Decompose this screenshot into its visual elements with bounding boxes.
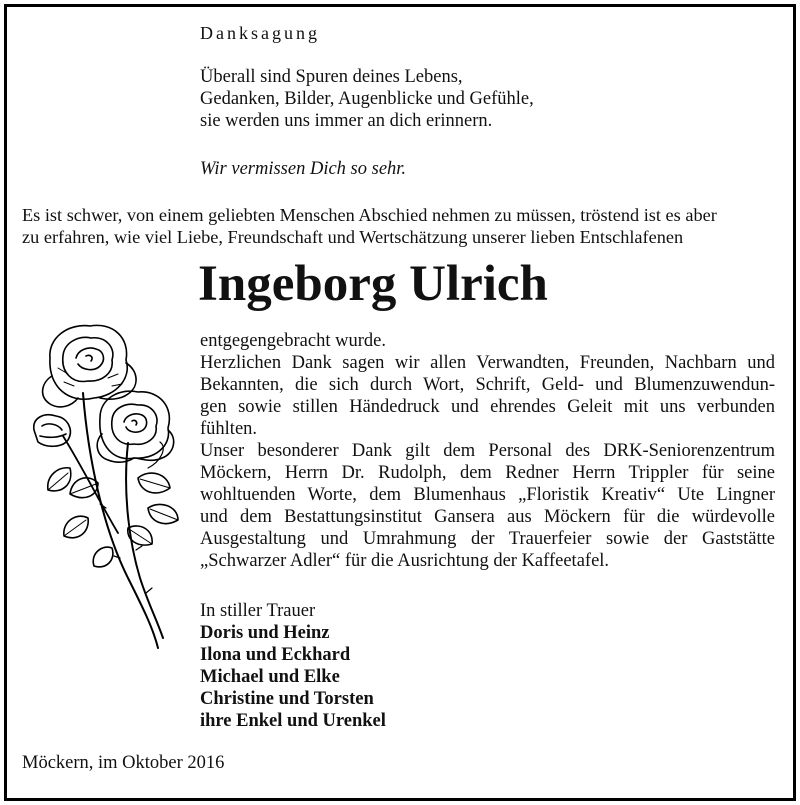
signature-block (200, 600, 386, 732)
body-line: fühlten. (200, 419, 258, 439)
signature-intro: In stiller Trauer (200, 601, 316, 621)
intro-text (22, 204, 717, 248)
poem-line: Überall sind Spuren deines Lebens, (200, 67, 463, 87)
signature-name: Ilona und Eckhard (200, 645, 351, 665)
signature-name: ihre Enkel und Urenkel (200, 711, 386, 731)
body-line: gen sowie stillen Händedruck und ehrendes Geleit mit uns verbunden (200, 397, 775, 417)
rose-illustration-icon (28, 318, 188, 658)
deceased-name: Ingeborg Ulrich (198, 256, 548, 312)
poem-line: sie werden uns immer an dich erinnern. (200, 111, 493, 131)
body-line: wohltuenden Worte, dem Blumenhaus „Floristik Kreativ“ Ute Lingner (200, 485, 775, 505)
body-line: Bekannten, die sich durch Wort, Schrift, Geld- und Blumenzuwendun- (200, 375, 775, 395)
body-line: entgegengebracht wurde. (200, 331, 386, 351)
notice-heading: Danksagung (200, 23, 320, 43)
body-line: und dem Bestattungsinstitut Gansera aus Möckern für die würdevolle (200, 507, 775, 527)
intro-line: Es ist schwer, von einem geliebten Menschen Abschied nehmen zu müssen, tröstend ist es aber (22, 205, 717, 225)
signature-name: Christine und Torsten (200, 689, 374, 709)
place-date: Möckern, im Oktober 2016 (22, 753, 225, 773)
intro-line: zu erfahren, wie viel Liebe, Freundschaft und Wertschätzung unserer lieben Entschlafenen (22, 227, 684, 247)
poem-line: Gedanken, Bilder, Augenblicke und Gefühle, (200, 89, 534, 109)
body-text (200, 330, 775, 572)
italic-line: Wir vermissen Dich so sehr. (200, 159, 407, 179)
poem (200, 66, 534, 132)
body-line: Ausgestaltung und Umrahmung der Trauerfeier sowie der Gaststätte (200, 529, 775, 549)
body-line: Herzlichen Dank sagen wir allen Verwandten, Freunden, Nachbarn und (200, 353, 775, 373)
body-line: Unser besonderer Dank gilt dem Personal des DRK-Seniorenzentrum (200, 441, 775, 461)
signature-name: Michael und Elke (200, 667, 340, 687)
body-line: „Schwarzer Adler“ für die Ausrichtung der Kaffeetafel. (200, 551, 610, 571)
body-line: Möckern, Herrn Dr. Rudolph, dem Redner Herrn Trippler für seine (200, 463, 775, 483)
signature-name: Doris und Heinz (200, 623, 330, 643)
